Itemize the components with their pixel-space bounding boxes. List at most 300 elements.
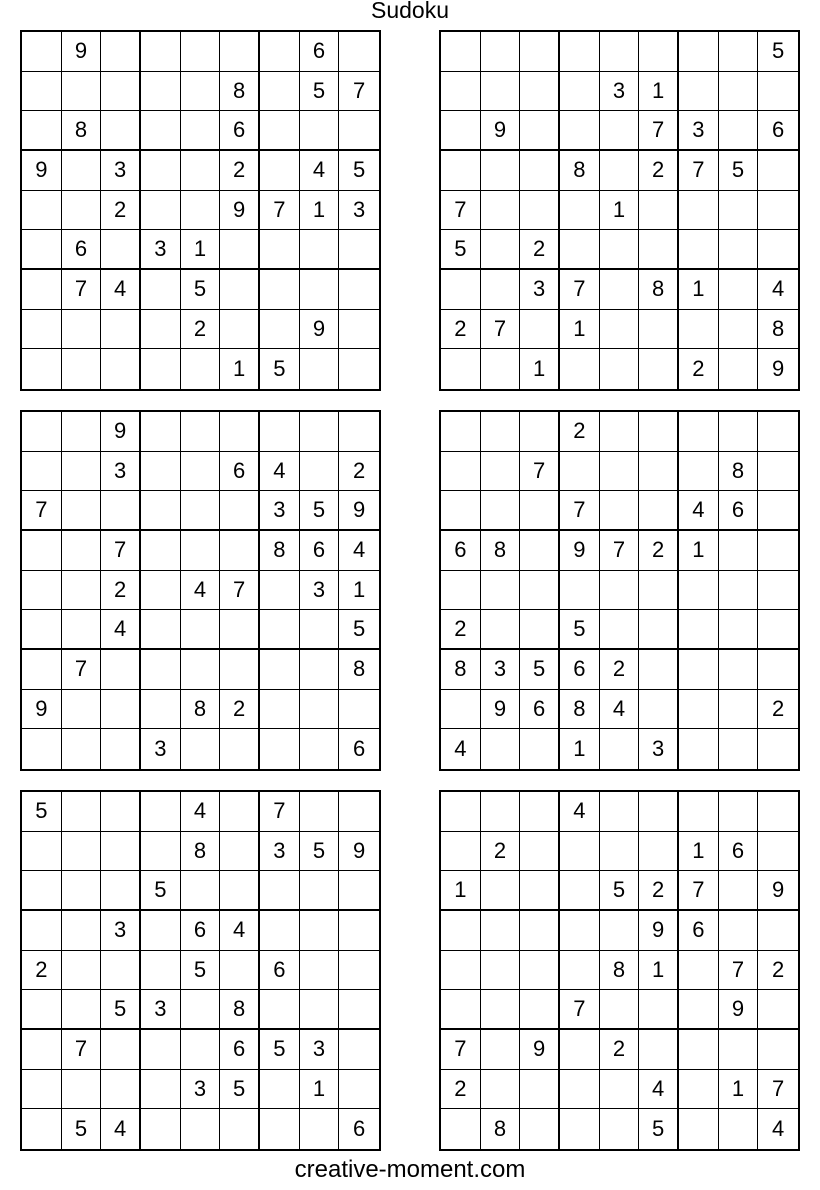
sudoku-cell: 8 (220, 990, 260, 1030)
sudoku-cell: 1 (560, 729, 600, 769)
sudoku-cell (101, 729, 141, 769)
sudoku-cell: 6 (719, 491, 759, 531)
sudoku-cell (22, 270, 62, 310)
sudoku-cell: 4 (339, 531, 379, 571)
sudoku-cell: 5 (300, 72, 340, 112)
sudoku-cell: 7 (719, 951, 759, 991)
sudoku-cell (441, 412, 481, 452)
sudoku-cell (560, 111, 600, 151)
sudoku-cell: 6 (560, 650, 600, 690)
sudoku-cell (758, 531, 798, 571)
sudoku-cell (441, 111, 481, 151)
sudoku-cell: 4 (560, 792, 600, 832)
sudoku-cell: 3 (679, 111, 719, 151)
sudoku-cell (22, 452, 62, 492)
sudoku-cell (339, 1070, 379, 1110)
sudoku-cell (260, 1070, 300, 1110)
sudoku-cell: 3 (141, 729, 181, 769)
sudoku-cell: 4 (220, 911, 260, 951)
sudoku-cell (22, 832, 62, 872)
sudoku-cell (560, 871, 600, 911)
sudoku-cell: 9 (22, 690, 62, 730)
sudoku-cell (101, 349, 141, 389)
sudoku-cell (101, 230, 141, 270)
sudoku-cell: 3 (101, 911, 141, 951)
sudoku-cell: 4 (772, 1116, 785, 1142)
sudoku-cell (441, 491, 481, 531)
sudoku-cell (260, 412, 300, 452)
sudoku-cell (101, 310, 141, 350)
sudoku-cell (719, 650, 759, 690)
sudoku-cell: 9 (481, 111, 521, 151)
sudoku-cell: 6 (758, 111, 798, 151)
sudoku-cell (220, 650, 260, 690)
sudoku-cell (639, 990, 679, 1030)
sudoku-cell: 6 (353, 736, 366, 762)
sudoku-cell (600, 610, 640, 650)
sudoku-cell: 9 (772, 356, 785, 382)
sudoku-cell: 5 (260, 349, 300, 389)
sudoku-cell (441, 911, 481, 951)
sudoku-cell: 1 (220, 349, 260, 389)
sudoku-cell (220, 491, 260, 531)
sudoku-cell (600, 571, 640, 611)
sudoku-cell: 2 (758, 690, 798, 730)
sudoku-cell (639, 349, 679, 389)
sudoku-cell: 4 (101, 270, 141, 310)
sudoku-cell (520, 832, 560, 872)
sudoku-cell (101, 832, 141, 872)
sudoku-cell (62, 951, 102, 991)
sudoku-cell (758, 729, 798, 769)
sudoku-cell (679, 792, 719, 832)
sudoku-cell: 5 (220, 1070, 260, 1110)
sudoku-cell (300, 990, 340, 1030)
sudoku-cell (181, 531, 221, 571)
sudoku-cell: 1 (679, 270, 719, 310)
sudoku-cell: 7 (62, 270, 102, 310)
sudoku-cell (220, 871, 260, 911)
sudoku-cell (220, 610, 260, 650)
sudoku-cell (141, 270, 181, 310)
sudoku-cell (181, 491, 221, 531)
sudoku-cell: 4 (101, 610, 141, 650)
sudoku-cell (220, 531, 260, 571)
sudoku-cell: 1 (639, 951, 679, 991)
sudoku-cell (22, 349, 62, 389)
sudoku-cell (679, 1030, 719, 1070)
sudoku-cell: 5 (62, 1109, 102, 1149)
sudoku-cell (600, 792, 640, 832)
sudoku-cell (639, 491, 679, 531)
sudoku-cell (141, 571, 181, 611)
sudoku-cell: 7 (62, 650, 102, 690)
sudoku-cell (181, 72, 221, 112)
sudoku-cell: 6 (719, 832, 759, 872)
sudoku-cell (679, 230, 719, 270)
sudoku-cell: 6 (220, 111, 260, 151)
sudoku-cell: 7 (600, 531, 640, 571)
sudoku-cell (260, 310, 300, 350)
sudoku-cell (101, 650, 141, 690)
sudoku-cell: 9 (719, 990, 759, 1030)
sudoku-cell (62, 832, 102, 872)
sudoku-cell (600, 310, 640, 350)
footer-site-url: creative-moment.com (294, 1156, 526, 1183)
sudoku-cell: 8 (481, 1109, 521, 1149)
puzzle-4 (439, 410, 800, 771)
sudoku-cell: 6 (353, 1116, 366, 1142)
sudoku-cell: 8 (339, 650, 379, 690)
sudoku-cell (300, 792, 340, 832)
sudoku-cell (62, 571, 102, 611)
sudoku-cell (339, 32, 379, 72)
sudoku-cell (181, 871, 221, 911)
sudoku-cell: 9 (220, 191, 260, 231)
sudoku-cell (300, 270, 340, 310)
sudoku-cell (639, 1030, 679, 1070)
sudoku-cell: 4 (600, 690, 640, 730)
sudoku-cell (719, 610, 759, 650)
sudoku-cell: 5 (441, 230, 481, 270)
sudoku-cell: 7 (260, 191, 300, 231)
sudoku-cell (639, 452, 679, 492)
sudoku-cell (181, 452, 221, 492)
sudoku-cell (220, 951, 260, 991)
sudoku-cell (22, 230, 62, 270)
sudoku-cell (758, 990, 798, 1030)
sudoku-cell (758, 412, 798, 452)
sudoku-cell (520, 191, 560, 231)
sudoku-cell (520, 571, 560, 611)
sudoku-cell (22, 111, 62, 151)
sudoku-cell: 7 (560, 491, 600, 531)
sudoku-cell (220, 832, 260, 872)
sudoku-cell: 2 (101, 191, 141, 231)
sudoku-cell: 1 (600, 191, 640, 231)
sudoku-cell (300, 1109, 340, 1149)
sudoku-cell (260, 32, 300, 72)
sudoku-cell: 7 (520, 452, 560, 492)
sudoku-cell (758, 571, 798, 611)
sudoku-cell: 2 (441, 1070, 481, 1110)
sudoku-cell: 6 (679, 911, 719, 951)
sudoku-cell (560, 452, 600, 492)
sudoku-cell: 3 (260, 832, 300, 872)
sudoku-cell (22, 531, 62, 571)
sudoku-cell: 5 (719, 151, 759, 191)
sudoku-cell (560, 32, 600, 72)
sudoku-cell (600, 729, 640, 769)
sudoku-cell (560, 72, 600, 112)
sudoku-cell: 8 (481, 531, 521, 571)
sudoku-cell (758, 792, 798, 832)
sudoku-cell (300, 452, 340, 492)
sudoku-cell: 6 (220, 452, 260, 492)
sudoku-cell: 2 (758, 951, 798, 991)
sudoku-cell: 9 (62, 32, 102, 72)
sudoku-cell (339, 230, 379, 270)
sudoku-cell: 3 (639, 729, 679, 769)
sudoku-cell: 6 (300, 32, 340, 72)
sudoku-cell (101, 871, 141, 911)
sudoku-cell (758, 832, 798, 872)
sudoku-cell (339, 310, 379, 350)
sudoku-cell (141, 951, 181, 991)
sudoku-cell (300, 951, 340, 991)
sudoku-cell (220, 230, 260, 270)
sudoku-cell (520, 1109, 560, 1149)
sudoku-cell (481, 1070, 521, 1110)
sudoku-cell (339, 871, 379, 911)
sudoku-cell (300, 230, 340, 270)
sudoku-cell (560, 951, 600, 991)
sudoku-cell (220, 412, 260, 452)
sudoku-cell (62, 310, 102, 350)
sudoku-cell (560, 1070, 600, 1110)
sudoku-cell (719, 412, 759, 452)
sudoku-cell (300, 650, 340, 690)
sudoku-cell: 9 (481, 690, 521, 730)
sudoku-cell: 2 (600, 650, 640, 690)
sudoku-cell: 6 (300, 531, 340, 571)
sudoku-cell (719, 111, 759, 151)
sudoku-cell (339, 951, 379, 991)
sudoku-cell: 3 (260, 491, 300, 531)
sudoku-cell (719, 729, 759, 769)
sudoku-cell: 6 (441, 531, 481, 571)
sudoku-cell (481, 270, 521, 310)
sudoku-cell (339, 349, 379, 389)
sudoku-cell (441, 1109, 481, 1149)
sudoku-cell: 9 (639, 911, 679, 951)
sudoku-cell: 4 (639, 1070, 679, 1110)
sudoku-cell (560, 1109, 600, 1149)
sudoku-cell: 8 (181, 690, 221, 730)
sudoku-cell (260, 650, 300, 690)
sudoku-cell: 9 (339, 491, 379, 531)
sudoku-cell (22, 871, 62, 911)
sudoku-cell (260, 911, 300, 951)
sudoku-cell (181, 650, 221, 690)
sudoku-cell (101, 690, 141, 730)
sudoku-cell (339, 412, 379, 452)
sudoku-cell: 5 (181, 951, 221, 991)
sudoku-cell (481, 610, 521, 650)
sudoku-cell: 2 (639, 531, 679, 571)
sudoku-cell: 7 (339, 72, 379, 112)
sudoku-cell: 7 (679, 151, 719, 191)
sudoku-cell (758, 650, 798, 690)
sudoku-cell (758, 491, 798, 531)
sudoku-cell: 1 (679, 531, 719, 571)
sudoku-cell: 1 (300, 1070, 340, 1110)
sudoku-cell (679, 650, 719, 690)
sudoku-cell (560, 571, 600, 611)
sudoku-cell (639, 832, 679, 872)
sudoku-cell (520, 911, 560, 951)
sudoku-cell (62, 729, 102, 769)
sudoku-cell (600, 1070, 640, 1110)
sudoku-cell (719, 792, 759, 832)
sudoku-cell (181, 610, 221, 650)
sudoku-cell (220, 270, 260, 310)
sudoku-cell (600, 990, 640, 1030)
sudoku-cell: 4 (101, 1109, 141, 1149)
sudoku-cell (481, 191, 521, 231)
sudoku-cell: 5 (600, 871, 640, 911)
sudoku-cell (600, 151, 640, 191)
sudoku-cell (719, 1030, 759, 1070)
sudoku-cell (339, 1030, 379, 1070)
sudoku-cell: 2 (560, 412, 600, 452)
sudoku-cell: 1 (560, 310, 600, 350)
sudoku-cell (560, 832, 600, 872)
sudoku-cell (22, 610, 62, 650)
sudoku-cell (260, 230, 300, 270)
sudoku-cell (441, 690, 481, 730)
sudoku-cell (141, 690, 181, 730)
sudoku-cell: 9 (101, 412, 141, 452)
sudoku-cell: 4 (260, 452, 300, 492)
sudoku-cell (758, 72, 798, 112)
sudoku-cell (260, 72, 300, 112)
sudoku-cell (260, 571, 300, 611)
sudoku-cell (481, 792, 521, 832)
sudoku-cell (141, 610, 181, 650)
sudoku-cell: 7 (101, 531, 141, 571)
sudoku-cell: 8 (560, 151, 600, 191)
sudoku-cell: 6 (220, 1030, 260, 1070)
sudoku-cell: 1 (441, 871, 481, 911)
sudoku-cell: 4 (300, 151, 340, 191)
sudoku-cell: 9 (758, 871, 798, 911)
sudoku-cell: 1 (300, 191, 340, 231)
sudoku-cell (141, 792, 181, 832)
sudoku-cell (520, 412, 560, 452)
sudoku-cell (141, 911, 181, 951)
sudoku-cell: 7 (220, 571, 260, 611)
sudoku-cell (600, 452, 640, 492)
sudoku-cell (300, 412, 340, 452)
sudoku-cell (520, 310, 560, 350)
sudoku-cell (758, 1030, 798, 1070)
sudoku-cell (481, 871, 521, 911)
sudoku-cell (22, 412, 62, 452)
sudoku-cell (101, 1070, 141, 1110)
sudoku-cell (339, 111, 379, 151)
sudoku-cell (639, 191, 679, 231)
sudoku-cell: 1 (520, 349, 560, 389)
sudoku-cell (758, 452, 798, 492)
sudoku-cell (62, 72, 102, 112)
sudoku-cell (481, 32, 521, 72)
sudoku-cell (181, 32, 221, 72)
sudoku-cell (481, 1030, 521, 1070)
sudoku-cell (141, 32, 181, 72)
sudoku-cell: 2 (22, 951, 62, 991)
sudoku-cell (441, 151, 481, 191)
sudoku-cell: 2 (441, 610, 481, 650)
sudoku-cell: 7 (758, 1070, 798, 1110)
sudoku-cell (22, 650, 62, 690)
sudoku-cell (560, 191, 600, 231)
sudoku-cell (181, 1109, 221, 1149)
sudoku-cell (679, 452, 719, 492)
sudoku-cell (141, 1070, 181, 1110)
sudoku-cell (719, 72, 759, 112)
sudoku-cell (719, 1109, 759, 1149)
sudoku-cell (141, 191, 181, 231)
sudoku-cell (639, 310, 679, 350)
sudoku-cell (339, 792, 379, 832)
sudoku-cell (481, 151, 521, 191)
sudoku-cell (441, 990, 481, 1030)
sudoku-cell (520, 151, 560, 191)
sudoku-cell: 8 (62, 111, 102, 151)
sudoku-cell: 5 (520, 650, 560, 690)
sudoku-cell (22, 32, 62, 72)
sudoku-cell (101, 1030, 141, 1070)
sudoku-cell (300, 111, 340, 151)
sudoku-cell (679, 191, 719, 231)
sudoku-cell: 5 (101, 990, 141, 1030)
sudoku-cell (62, 1070, 102, 1110)
sudoku-cell (481, 990, 521, 1030)
sudoku-cell (260, 690, 300, 730)
sudoku-cell (520, 1070, 560, 1110)
sudoku-cell: 4 (441, 729, 481, 769)
sudoku-cell: 5 (22, 792, 62, 832)
sudoku-cell (141, 491, 181, 531)
sudoku-cell: 7 (560, 990, 600, 1030)
sudoku-cell: 7 (62, 1030, 102, 1070)
sudoku-cell (520, 32, 560, 72)
sudoku-cell (481, 911, 521, 951)
sudoku-cell (758, 610, 798, 650)
sudoku-cell (62, 531, 102, 571)
sudoku-cell (260, 151, 300, 191)
sudoku-cell (679, 1109, 719, 1149)
sudoku-cell (220, 729, 260, 769)
sudoku-cell (141, 452, 181, 492)
sudoku-cell (719, 191, 759, 231)
sudoku-cell (260, 111, 300, 151)
sudoku-cell: 2 (339, 452, 379, 492)
sudoku-cell: 2 (481, 832, 521, 872)
sudoku-cell (719, 270, 759, 310)
sudoku-cell (181, 412, 221, 452)
sudoku-cell: 1 (181, 230, 221, 270)
sudoku-cell (520, 871, 560, 911)
sudoku-cell (481, 491, 521, 531)
sudoku-cell (481, 412, 521, 452)
sudoku-cell (639, 650, 679, 690)
sudoku-cell (520, 72, 560, 112)
sudoku-cell: 8 (600, 951, 640, 991)
sudoku-cell: 8 (181, 832, 221, 872)
sudoku-cell: 8 (719, 452, 759, 492)
sudoku-cell: 5 (339, 610, 379, 650)
sudoku-cell: 6 (520, 690, 560, 730)
sudoku-cell (600, 32, 640, 72)
sudoku-cell (62, 690, 102, 730)
sudoku-cell (441, 571, 481, 611)
sudoku-cell (600, 111, 640, 151)
sudoku-cell: 5 (260, 1030, 300, 1070)
sudoku-cell (300, 729, 340, 769)
sudoku-cell (141, 310, 181, 350)
